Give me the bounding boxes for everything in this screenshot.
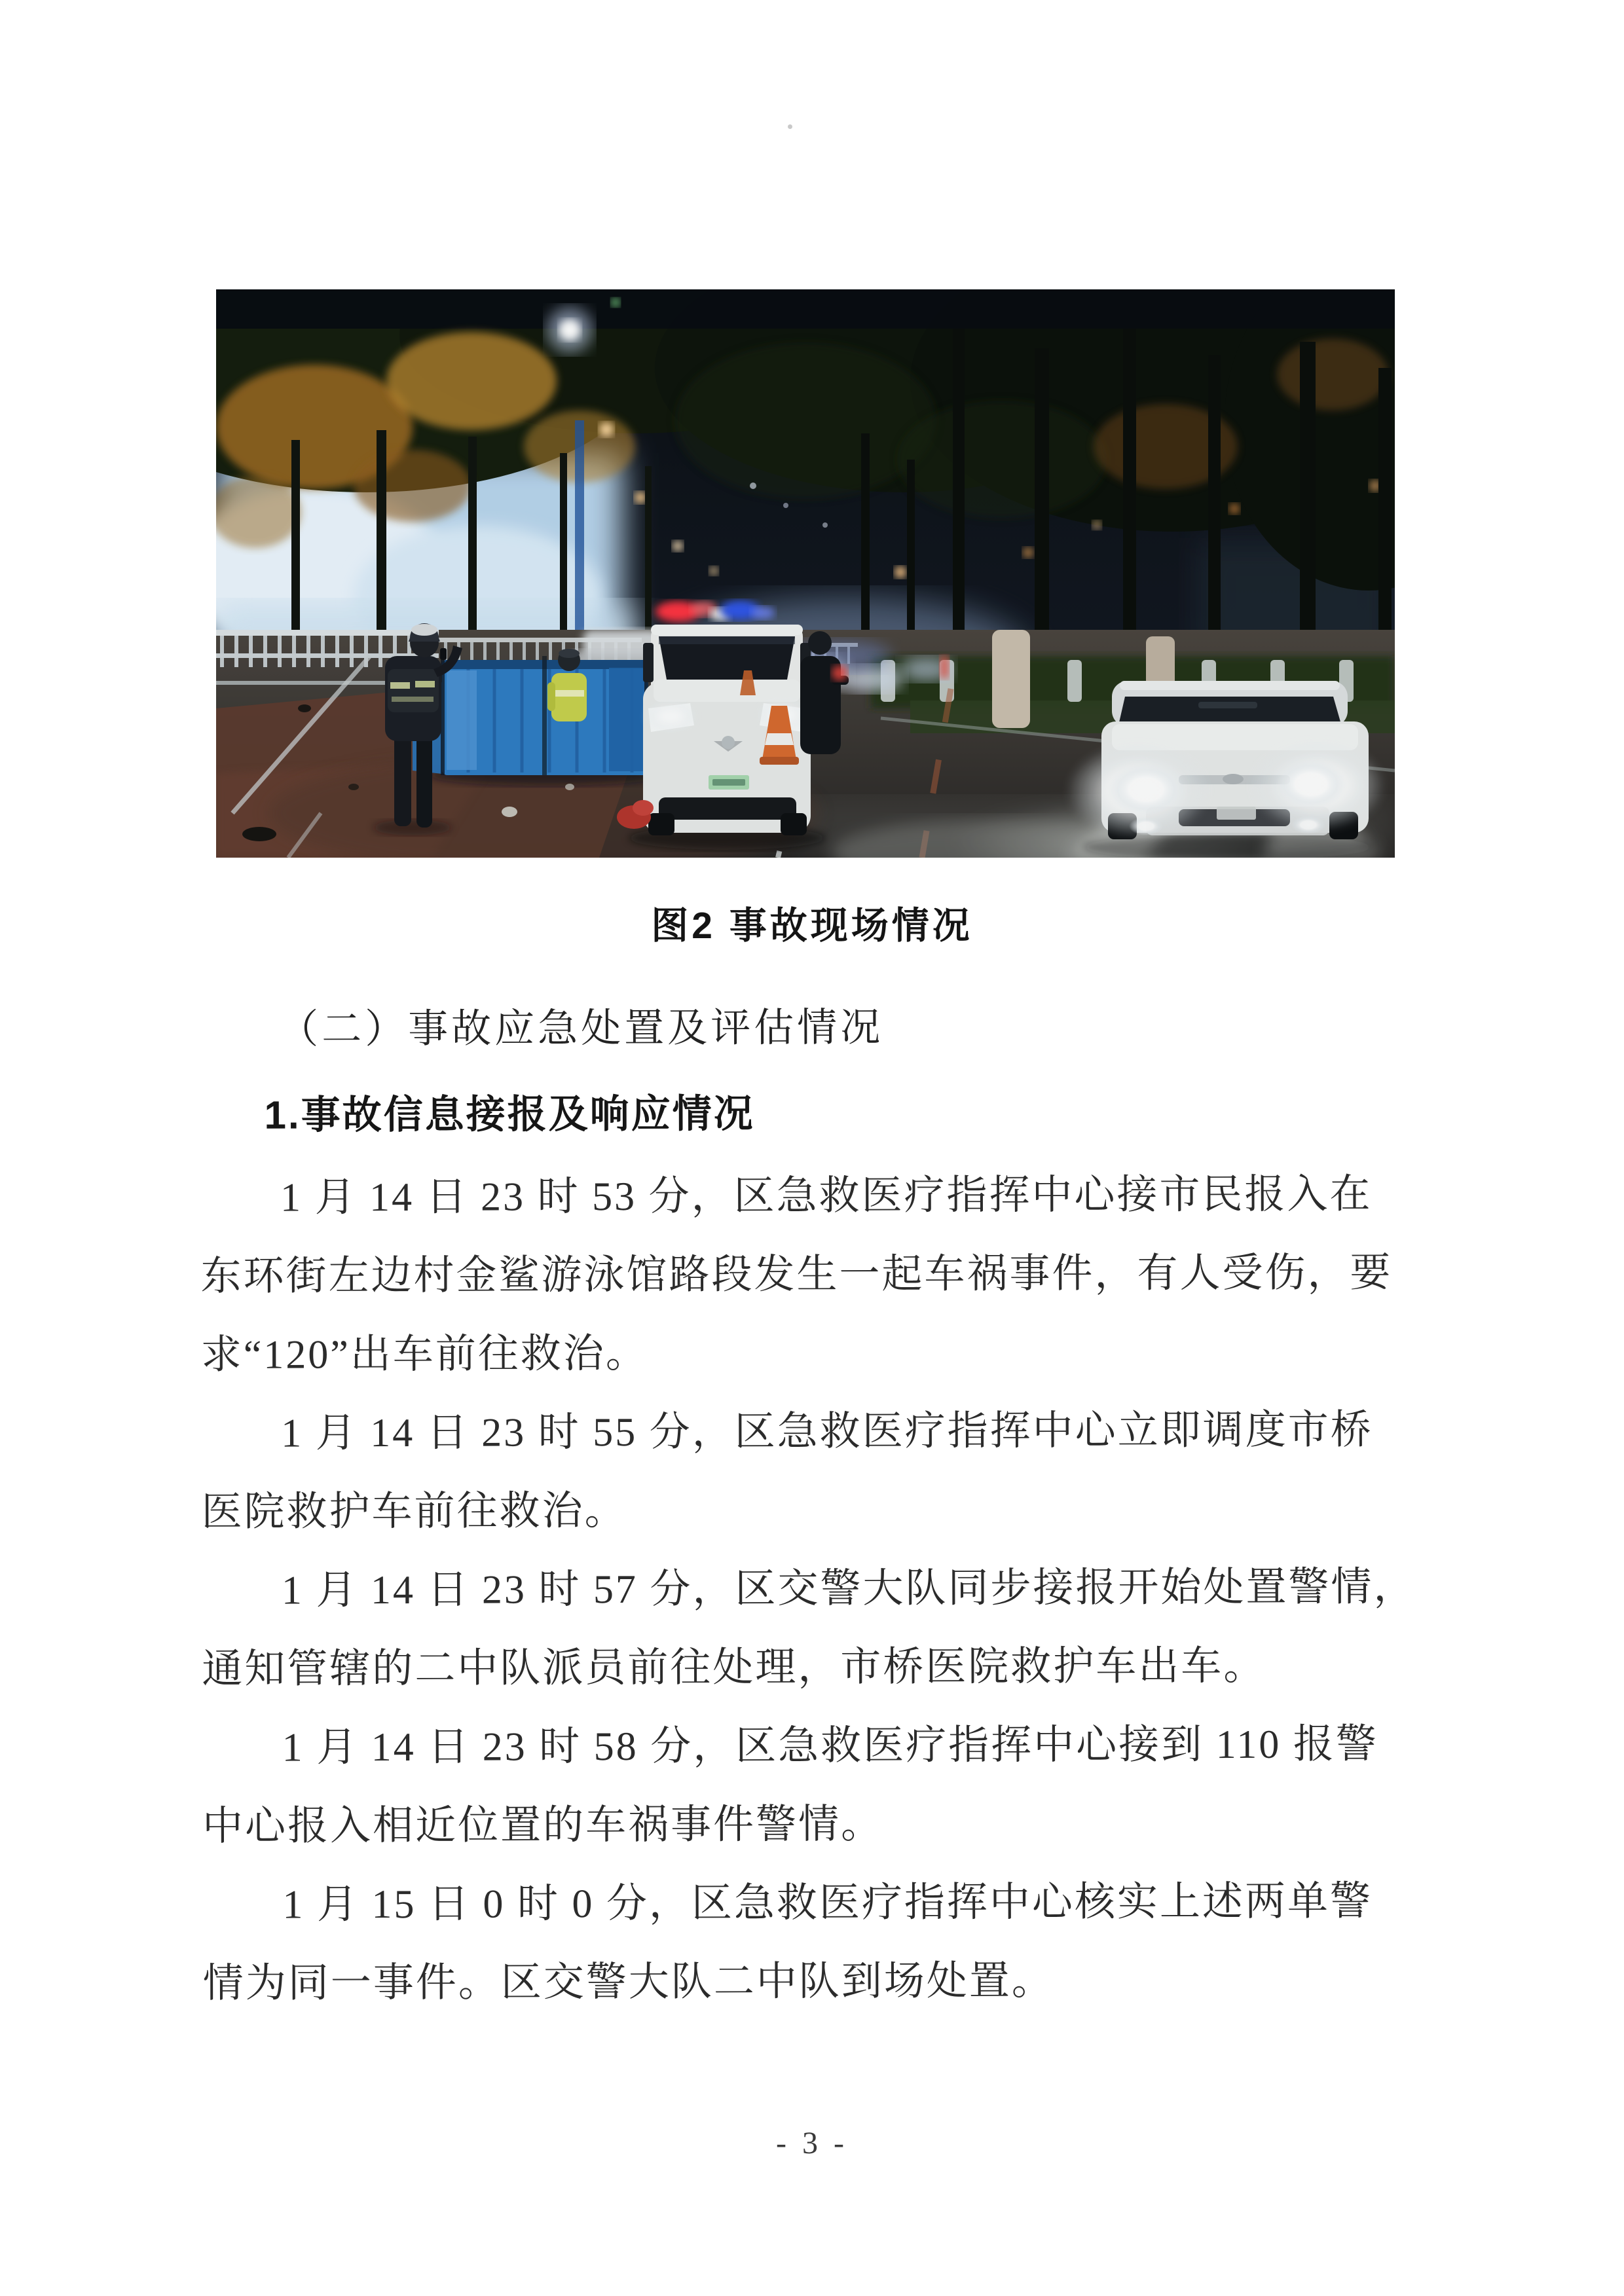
accident-scene-illustration	[216, 289, 1395, 858]
paragraph-line: 1 月 14 日 23 时 53 分，区急救医疗指挥中心接市民报入在	[280, 1172, 1373, 1220]
paragraph-line: 医院救护车前往救治。	[201, 1488, 627, 1535]
scan-speck	[788, 124, 792, 129]
paragraph-line: 情为同一事件。区交警大队二中队到场处置。	[202, 1958, 1054, 2006]
paragraph-line: 东环街左边村金鲨游泳馆路段发生一起车祸事件，有人受伤，要	[200, 1250, 1393, 1299]
figure-caption: 图2 事故现场情况	[651, 905, 973, 947]
paragraph-line: 通知管辖的二中队派员前往处理，市桥医院救护车出车。	[202, 1643, 1266, 1692]
paragraph-line: 1 月 14 日 23 时 55 分，区急救医疗指挥中心立即调度市桥	[281, 1408, 1373, 1456]
page-number: - 3 -	[776, 2126, 848, 2160]
paragraph-line: 1 月 14 日 23 时 57 分，区交警大队同步接报开始处置警情，	[281, 1565, 1416, 1613]
sub-section-heading: 1.事故信息接报及响应情况	[264, 1091, 755, 1137]
scan-tone-overlay	[216, 289, 1395, 858]
section-heading: （二）事故应急处置及评估情况	[278, 1006, 884, 1052]
paragraph-line: 1 月 14 日 23 时 58 分，区急救医疗指挥中心接到 110 报警	[282, 1722, 1378, 1770]
paragraph-line: 求“120”出车前往救治。	[200, 1331, 648, 1377]
paragraph-line: 1 月 15 日 0 时 0 分，区急救医疗指挥中心核实上述两单警	[282, 1879, 1373, 1927]
accident-scene-photo	[216, 289, 1395, 858]
document-body	[200, 985, 1434, 2023]
paragraph-line: 中心报入相近位置的车祸事件警情。	[202, 1802, 884, 1849]
